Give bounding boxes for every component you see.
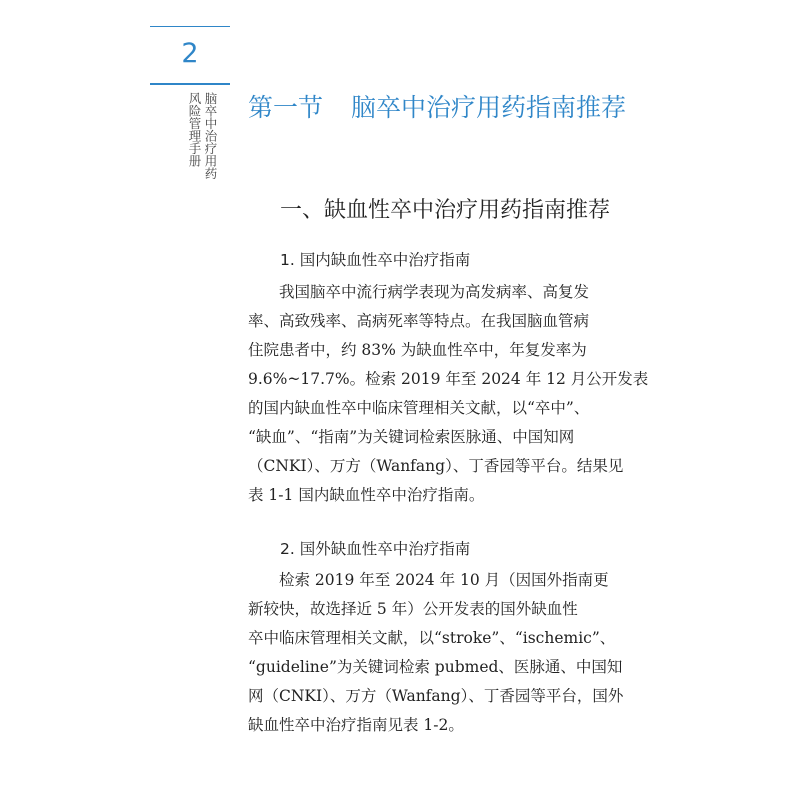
running-head-line2: 风险管理手册 [187, 92, 202, 167]
paragraph-line: 表 1-1 国内缺血性卒中治疗指南。 [248, 486, 485, 504]
page-number: 2 [181, 38, 199, 69]
section-title-text: 脑卒中治疗用药指南推荐 [351, 93, 627, 122]
paragraph-line: 我国脑卒中流行病学表现为高发病率、高复发 [248, 283, 590, 301]
paragraph-line: （CNKI）、万方（Wanfang）、丁香园等平台。结果见 [248, 457, 624, 475]
running-head-line1: 脑卒中治疗用药 [203, 92, 218, 180]
foreign-guidelines-heading: 2. 国外缺血性卒中治疗指南 [280, 540, 471, 558]
paragraph-line: “guideline”为关键词检索 pubmed、医脉通、中国知 [248, 658, 623, 676]
section-number: 第一节 [248, 93, 324, 122]
header-bottom-rule [150, 83, 230, 85]
domestic-guidelines-heading: 1. 国内缺血性卒中治疗指南 [280, 251, 471, 269]
paragraph-line: 住院患者中，约 83% 为缺血性卒中，年复发率为 [248, 341, 587, 359]
paragraph-line: 缺血性卒中治疗指南见表 1-2。 [248, 716, 464, 734]
paragraph-line: 率、高致残率、高病死率等特点。在我国脑血管病 [248, 312, 590, 330]
paragraph-line: 卒中临床管理相关文献，以“stroke”、“ischemic”、 [248, 629, 616, 647]
paragraph-line: 检索 2019 年至 2024 年 10 月（因国外指南更 [248, 571, 609, 589]
paragraph-line: “缺血”、“指南”为关键词检索医脉通、中国知网 [248, 428, 575, 446]
paragraph-line: 网（CNKI）、万方（Wanfang）、丁香园等平台，国外 [248, 687, 624, 705]
header-top-rule [150, 26, 230, 27]
subsection-title: 一、缺血性卒中治疗用药指南推荐 [280, 198, 611, 223]
paragraph-line: 的国内缺血性卒中临床管理相关文献，以“卒中”、 [248, 399, 590, 417]
domestic-guidelines-paragraph [248, 278, 649, 510]
foreign-guidelines-paragraph [248, 566, 624, 740]
paragraph-line: 9.6%~17.7%。检索 2019 年至 2024 年 12 月公开发表 [248, 370, 649, 388]
paragraph-line: 新较快，故选择近 5 年）公开发表的国外缺血性 [248, 600, 578, 618]
section-title [248, 92, 626, 124]
